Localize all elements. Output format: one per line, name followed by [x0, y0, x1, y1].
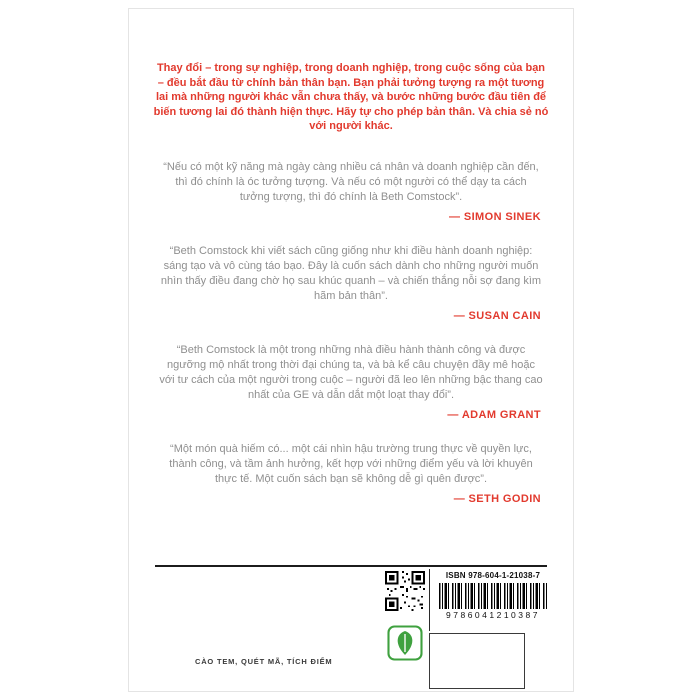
isbn-block [435, 571, 551, 620]
quote-text: “Beth Comstock là một trong những nhà điều hành thành công và được ngưỡng mộ nhất trong thời đại chúng ta, và bà kể câu chuyện đầy mê hoặc với tư cách của một người trong cuộc – người đã leo lên những bậc thang cao nhất của GE và dẫn dắt một loạt thay đổi”. [159, 343, 543, 401]
quotes-section [159, 160, 543, 505]
footer-divider [155, 565, 547, 567]
isbn-label: ISBN 978-604-1-21038-7 [445, 571, 541, 580]
loyalty-program-text: CÀO TEM, QUÉT MÃ, TÍCH ĐIỂM [195, 657, 333, 666]
quote-author: — SIMON SINEK [449, 210, 541, 223]
quote-author: — SETH GODIN [453, 492, 541, 505]
intro-text: Thay đổi – trong sự nghiệp, trong doanh nghiệp, trong cuộc sống của bạn – đều bắt đầu từ chính bản thân bạn. Bạn phải tưởng tượng ra một tương lai mà những người khác vẫn chưa thấy, và bước những bước đầu tiên để biến tương lai đó thành hiện thực. Hãy tự cho phép bản thân. Và chia sẻ nó với người khác. [153, 62, 549, 132]
book-back-cover [128, 8, 574, 692]
publisher-logo [387, 625, 423, 661]
quote-text: “Nếu có một kỹ năng mà ngày càng nhiều cá nhân và doanh nghiệp cần đến, thì đó chính là óc tưởng tượng. Và nếu có một người có thể dạy ta cách tưởng tượng, thì đó chính là Beth Comstock”. [163, 160, 539, 203]
quote-block [159, 160, 543, 223]
quote-author: — SUSAN CAIN [453, 309, 541, 322]
quote-block [159, 442, 543, 505]
quote-text: “Một món quà hiếm có... một cái nhìn hậu trường trung thực về quyền lực, thành công, và tầm ảnh hưởng, kết hợp với những điểm yếu và lời khuyên thực tế. Một cuốn sách bạn sẽ không dễ gì quên được”. [169, 442, 533, 485]
quote-block [159, 343, 543, 421]
isbn-digits: 9786041210387 [446, 610, 540, 620]
isbn-divider [429, 569, 430, 631]
qr-code-icon [385, 571, 425, 611]
quote-block [159, 244, 543, 322]
price-box [429, 633, 525, 689]
quote-text: “Beth Comstock khi viết sách cũng giống như khi điều hành doanh nghiệp: sáng tạo và vô cùng táo bạo. Đây là cuốn sách dành cho những người muốn nhìn thấy điều đang chờ họ sau khúc quanh – và chiến thắng nỗi sợ đang kìm hãm bản thân”. [160, 244, 542, 302]
barcode [439, 583, 547, 609]
quote-author: — ADAM GRANT [447, 408, 541, 421]
